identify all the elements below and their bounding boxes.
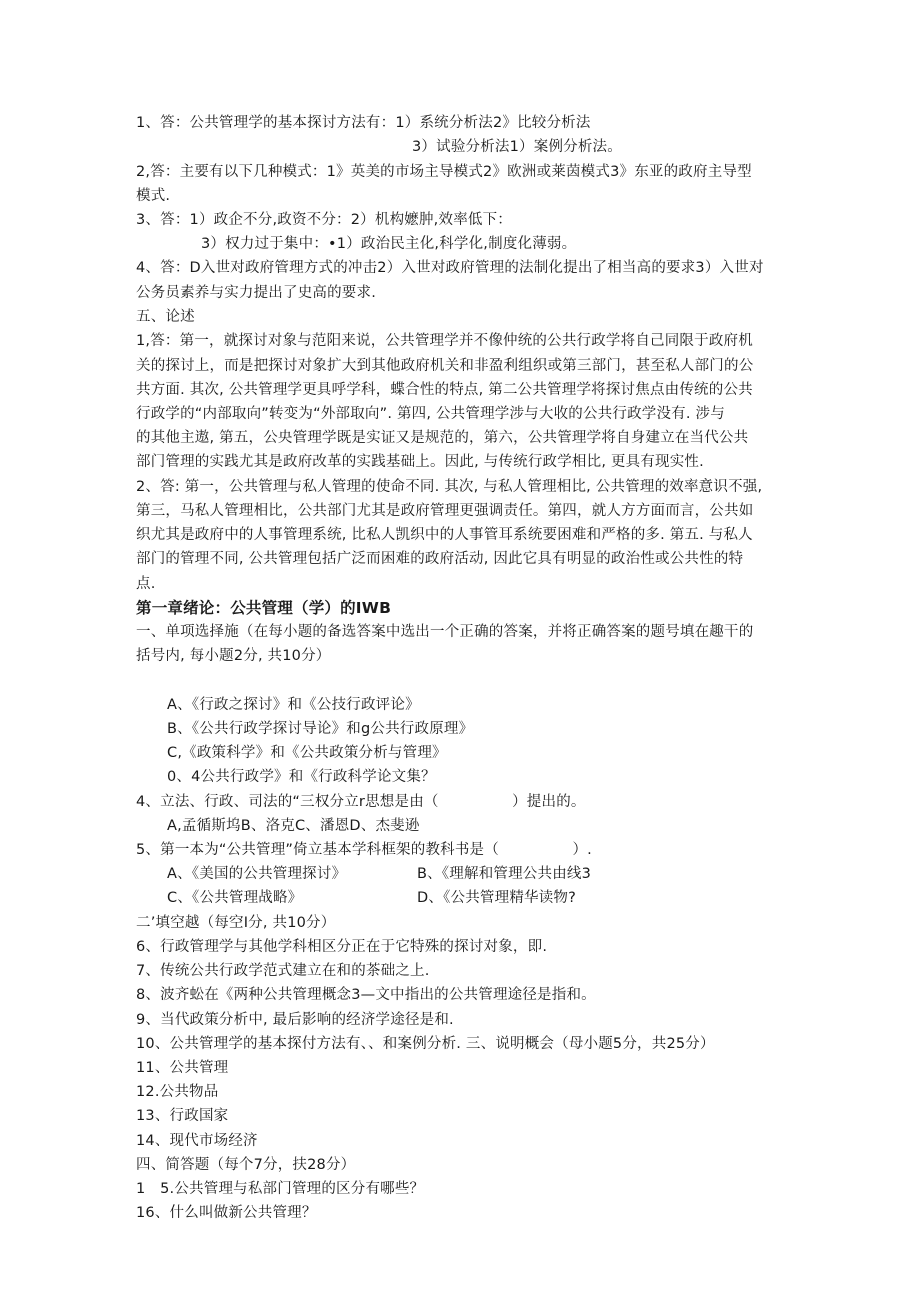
question-10: 10、公共管理学的基本探付方法有、、和案例分析. 三、说明概会（母小题5分，共25分） <box>136 1036 715 1052</box>
question-13: 13、行政国家 <box>136 1108 229 1124</box>
essay-2-line-4: 部门的管理不同, 公共管理包括广泛而困难的政府活动, 因此它具有明显的政治性或公共性的特 <box>136 551 744 567</box>
essay-2-line-1: 2、答: 第一，公共管理与私人管理的使命不同. 其次, 与私人管理相比, 公共管理的效率意识不强, <box>136 479 763 495</box>
q3-option-c: C,《政策科学》和《公共政策分析与管理》 <box>167 745 447 761</box>
essay-1-line-2: 关的探讨上，而是把探讨对象扩大到其他政府机关和非盈利组织或第三部门，甚至私人部门的公 <box>136 358 754 374</box>
essay-heading: 五、论述 <box>136 309 195 325</box>
question-12: 12.公共物品 <box>136 1084 219 1100</box>
essay-1-line-3: 共方面. 其次, 公共管理学更具呼学科，蝶合性的特点, 第二公共管理学将探讨焦点由传统的公共 <box>136 382 753 398</box>
question-7: 7、传统公共行政学范式建立在和的茶础之上. <box>136 963 430 979</box>
q5-option-d: D、《公共管理精华读物? <box>417 890 577 906</box>
q5-option-c: C、《公共管理战略》 <box>167 890 303 906</box>
answer-3-line-2: 3）权力过于集中：•1）政治民主化,科学化,制度化薄弱。 <box>201 236 577 252</box>
essay-1-line-1: 1,答：第一，就探讨对象与范阳来说，公共管理学并不像仲统的公共行政学将自己同限于政府机 <box>136 333 753 349</box>
answer-2-line-2: 模式. <box>136 188 171 204</box>
essay-2-line-5: 点. <box>136 576 156 592</box>
essay-1-line-6: 部门管理的实践尤其是政府改革的实践基础上。因此, 与传统行政学相比, 更具有现实性. <box>136 454 704 470</box>
section-4-heading: 四、简答题（每个7分，扶28分） <box>136 1157 356 1173</box>
essay-1-line-4: 行政学的“内部取向”转变为“外部取向”. 第四, 公共管理学涉与大收的公共行政学没有. 涉与 <box>136 406 725 422</box>
question-6: 6、行政管理学与其他学科相区分正在于它特殊的探讨对象，即. <box>136 939 548 955</box>
section-1-heading-line-2: 括号内, 每小题2分, 共10分） <box>136 648 331 664</box>
question-14: 14、现代市场经济 <box>136 1133 258 1149</box>
question-9: 9、当代政策分析中, 最后影响的经济学途径是和. <box>136 1012 454 1028</box>
q5-option-a: A、《美国的公共管理探讨》 <box>167 866 347 882</box>
essay-2-line-3: 织尤其是政府中的人事管理系统, 比私人凯织中的人事管耳系统要困难和严格的多. 第五. 与私人 <box>136 527 753 543</box>
essay-1-line-5: 的其他主遨, 第五，公央管理学既是实证又是规范的，第六，公共管理学将自身建立在当代公共 <box>136 430 749 446</box>
answer-4-line-1: 4、答：D入世对政府管理方式的冲击2）入世对政府管理的法制化提出了相当高的要求3）入世对 <box>136 260 764 276</box>
q3-option-b: B、《公共行政学探讨导论》和g公共行政原理》 <box>167 721 474 737</box>
chapter-title: 第一章绪论：公共管理（学）的IWB <box>136 599 392 617</box>
answer-2-line-1: 2,答：主要有以下几种模式：1》英美的市场主导模式2》欧洲或莱茵模式3》东亚的政府主导型 <box>136 164 752 180</box>
q4-stem: 4、立法、行政、司法的“三权分立r思想是由（ ）提出的。 <box>136 794 586 810</box>
q3-option-a: A、《行政之探讨》和《公技行政评论》 <box>167 697 420 713</box>
answer-4-line-2: 公务员素养与实力提出了史高的要求. <box>136 285 377 301</box>
section-1-heading-line-1: 一、单项选择施（在每小题的备选答案中选出一个正确的答案，并将正确答案的题号填在趣干的 <box>136 624 754 640</box>
answer-1-line-1: 1、答：公共管理学的基本探讨方法有：1）系统分析法2》比较分析法 <box>136 115 591 131</box>
q5-stem: 5、第一本为“公共管理”倚立基本学科框架的教科书是（ ）. <box>136 842 592 858</box>
essay-2-line-2: 第三，马私人管理相比，公共部门尤其是政府管理更强调责任。第四，就人方方面而言，公共如 <box>136 503 754 519</box>
q3-option-d: 0、4公共行政学》和《行政科学论文集？ <box>167 769 436 785</box>
question-15: 1 5.公共管理与私部门管理的区分有哪些？ <box>136 1181 425 1197</box>
question-8: 8、波齐蚣在《两种公共管理概念3—文中指出的公共管理途径是指和。 <box>136 987 596 1003</box>
q4-options: A,孟循斯坞B、洛克C、潘恩D、杰斐逊 <box>167 818 420 834</box>
q5-option-b: B、《理解和管理公共由线3 <box>417 866 592 882</box>
question-11: 11、公共管理 <box>136 1060 229 1076</box>
section-2-heading: 二’填空越（每空I分, 共10分） <box>136 915 336 931</box>
question-16: 16、什么叫做新公共管理？ <box>136 1205 317 1221</box>
answer-3-line-1: 3、答：1）政企不分,政资不分：2）机构嬷肿,效率低下： <box>136 212 512 228</box>
answer-1-line-2: 3）试验分析法1）案例分析法。 <box>412 139 622 155</box>
